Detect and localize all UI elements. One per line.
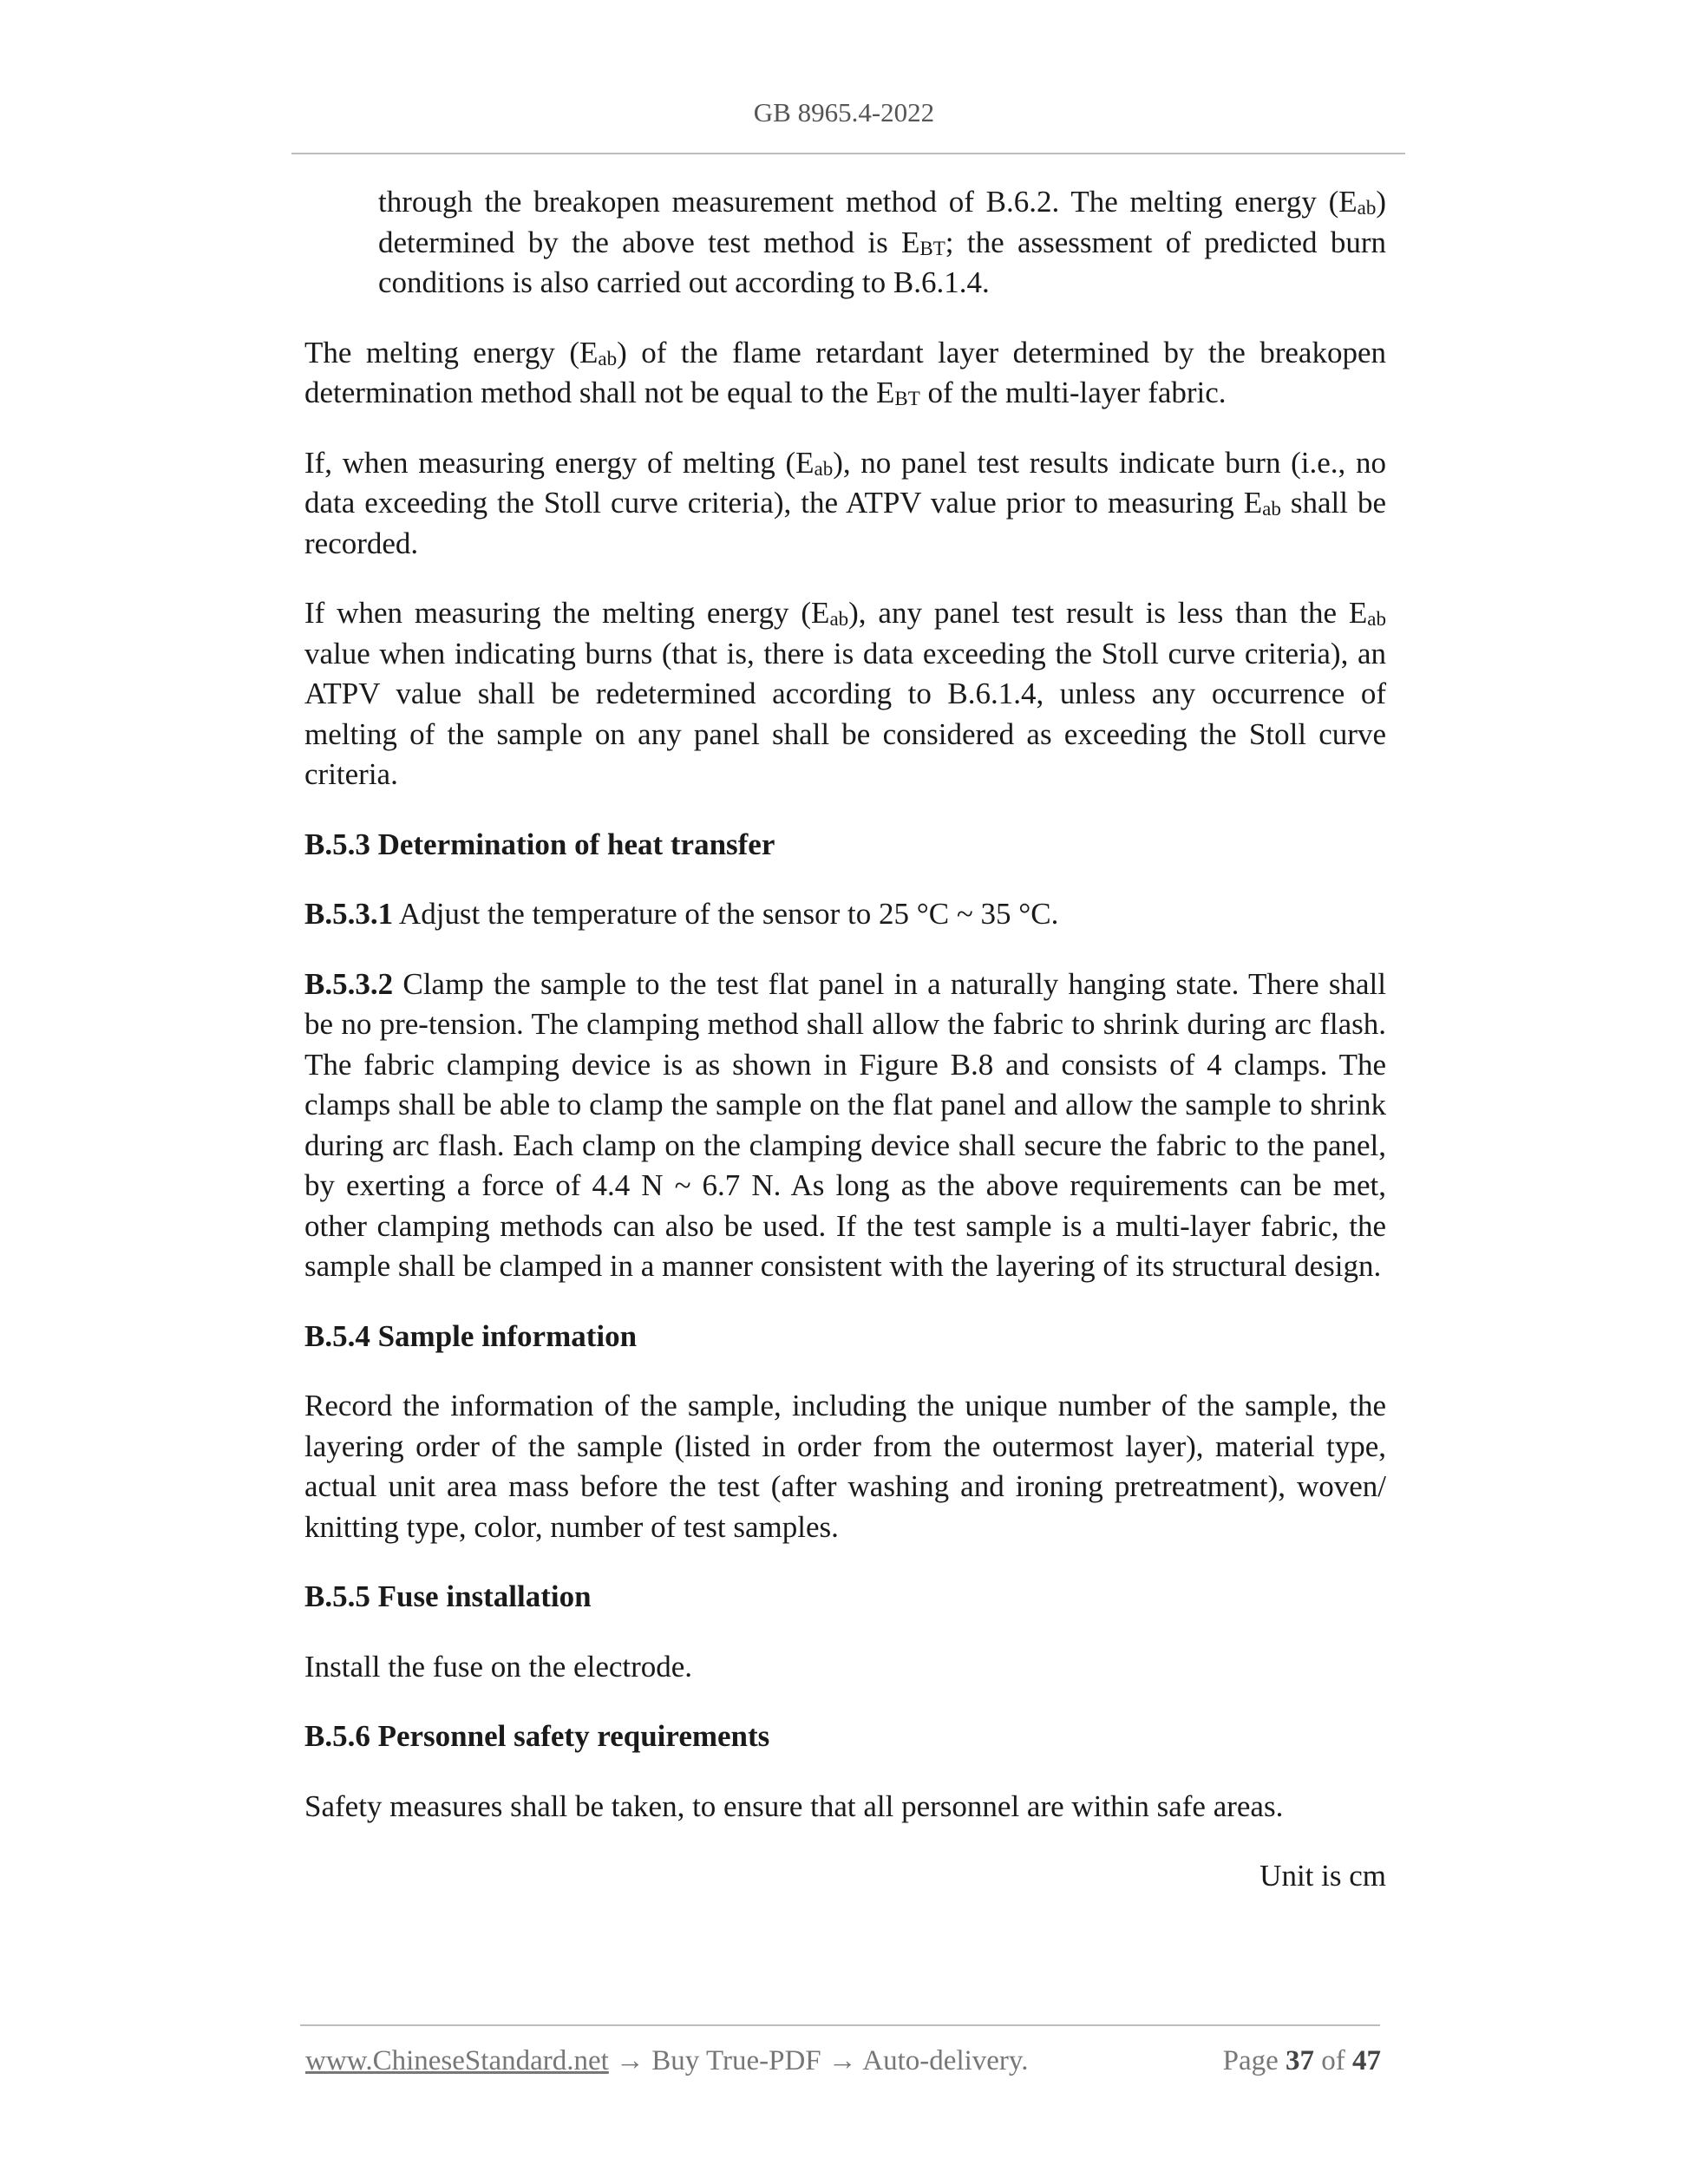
paragraph-b55: Install the fuse on the electrode. (304, 1649, 693, 1684)
paragraph-flame-retardant-layer: The melting energy $(E_{ab})$ of the flame retardant layer determined by the breakopen determination method shall not be equal to the $E_{BT}$ of the multi-layer fabric. (304, 335, 1386, 409)
page-counter: Page 37 of 47 (1222, 2045, 1381, 2076)
paragraph-no-burn-atpv: If, when measuring energy of melting $(E_{ab})$, no panel test results indicate burn (i.e., no data exceeding the Stoll curve criteria), the ATPV value prior to measuring $E_{ab}$ shall be recorded. (304, 445, 1386, 560)
heading-b56: B.5.6 Personnel safety requirements (304, 1719, 770, 1753)
chinesestandard-link[interactable]: www.ChineseStandard.net (305, 2045, 609, 2076)
page-footer (305, 2045, 1381, 2077)
paragraph-breakopen-continuation: through the breakopen measurement method of B.6.2. The melting energy $(E_{ab})$ determined by the above test method is $E_{BT}$; the assessment of predicted burn conditions is also carried out according to B.6.1.4. (378, 185, 1386, 299)
paragraph-b532: B.5.3.2 Clamp the sample to the test flat panel in a naturally hanging state. There shall be no pre-tension. The clamping method shall allow the fabric to shrink during arc flash. The fabric clamping device is as shown in Figure B.8 and consists of 4 clamps. The clamps shall be able to clamp the sample on the flat panel and allow the sample to shrink during arc flash. Each clamp on the clamping device shall secure the fabric to the panel, by exerting a force of 4.4 N ~ 6.7 N. As long as the above requirements can be met, other clamping methods can also be used. If the test sample is a multi-layer fabric, the sample shall be clamped in a manner consistent with the layering of its structural design. (304, 966, 1386, 1283)
header-divider (291, 153, 1405, 154)
unit-note: Unit is cm (1259, 1859, 1386, 1893)
clause-number: B.5.3.1 (304, 897, 394, 931)
page-total: 47 (1352, 2045, 1381, 2076)
footer-divider (300, 2024, 1380, 2026)
clause-number: B.5.3.2 (304, 966, 394, 1001)
paragraph-b56: Safety measures shall be taken, to ensure that all personnel are within safe areas. (304, 1788, 1284, 1823)
heading-b53: B.5.3 Determination of heat transfer (304, 827, 775, 861)
page-header-title: GB 8965.4-2022 (753, 97, 935, 128)
heading-b54: B.5.4 Sample information (304, 1318, 638, 1353)
document-body (304, 182, 1386, 1926)
heading-b55: B.5.5 Fuse installation (304, 1579, 592, 1613)
paragraph-b531: B.5.3.1 Adjust the temperature of the sensor to 25 °C ~ 35 °C. (304, 897, 1059, 931)
page-current: 37 (1286, 2045, 1314, 2076)
footer-promo: www.ChineseStandard.net → Buy True-PDF → Auto-delivery. (305, 2045, 1029, 2076)
paragraph-burn-redetermine-atpv: If when measuring the melting energy $(E_{ab})$, any panel test result is less than the $E_{ab}$ value when indicating burns (that is, there is data exceeding the Stoll curve criteria), an ATPV value shall be redetermined according to B.6.1.4, unless any occurrence of melting of the sample on any panel shall be considered as exceeding the Stoll curve criteria. (304, 596, 1387, 791)
paragraph-b54: Record the information of the sample, including the unique number of the sample, the layering order of the sample (listed in order from the outermost layer), material type, actual unit area mass before the test (after washing and ironing pretreatment), woven/ knitting type, color, number of test samples. (304, 1389, 1386, 1544)
